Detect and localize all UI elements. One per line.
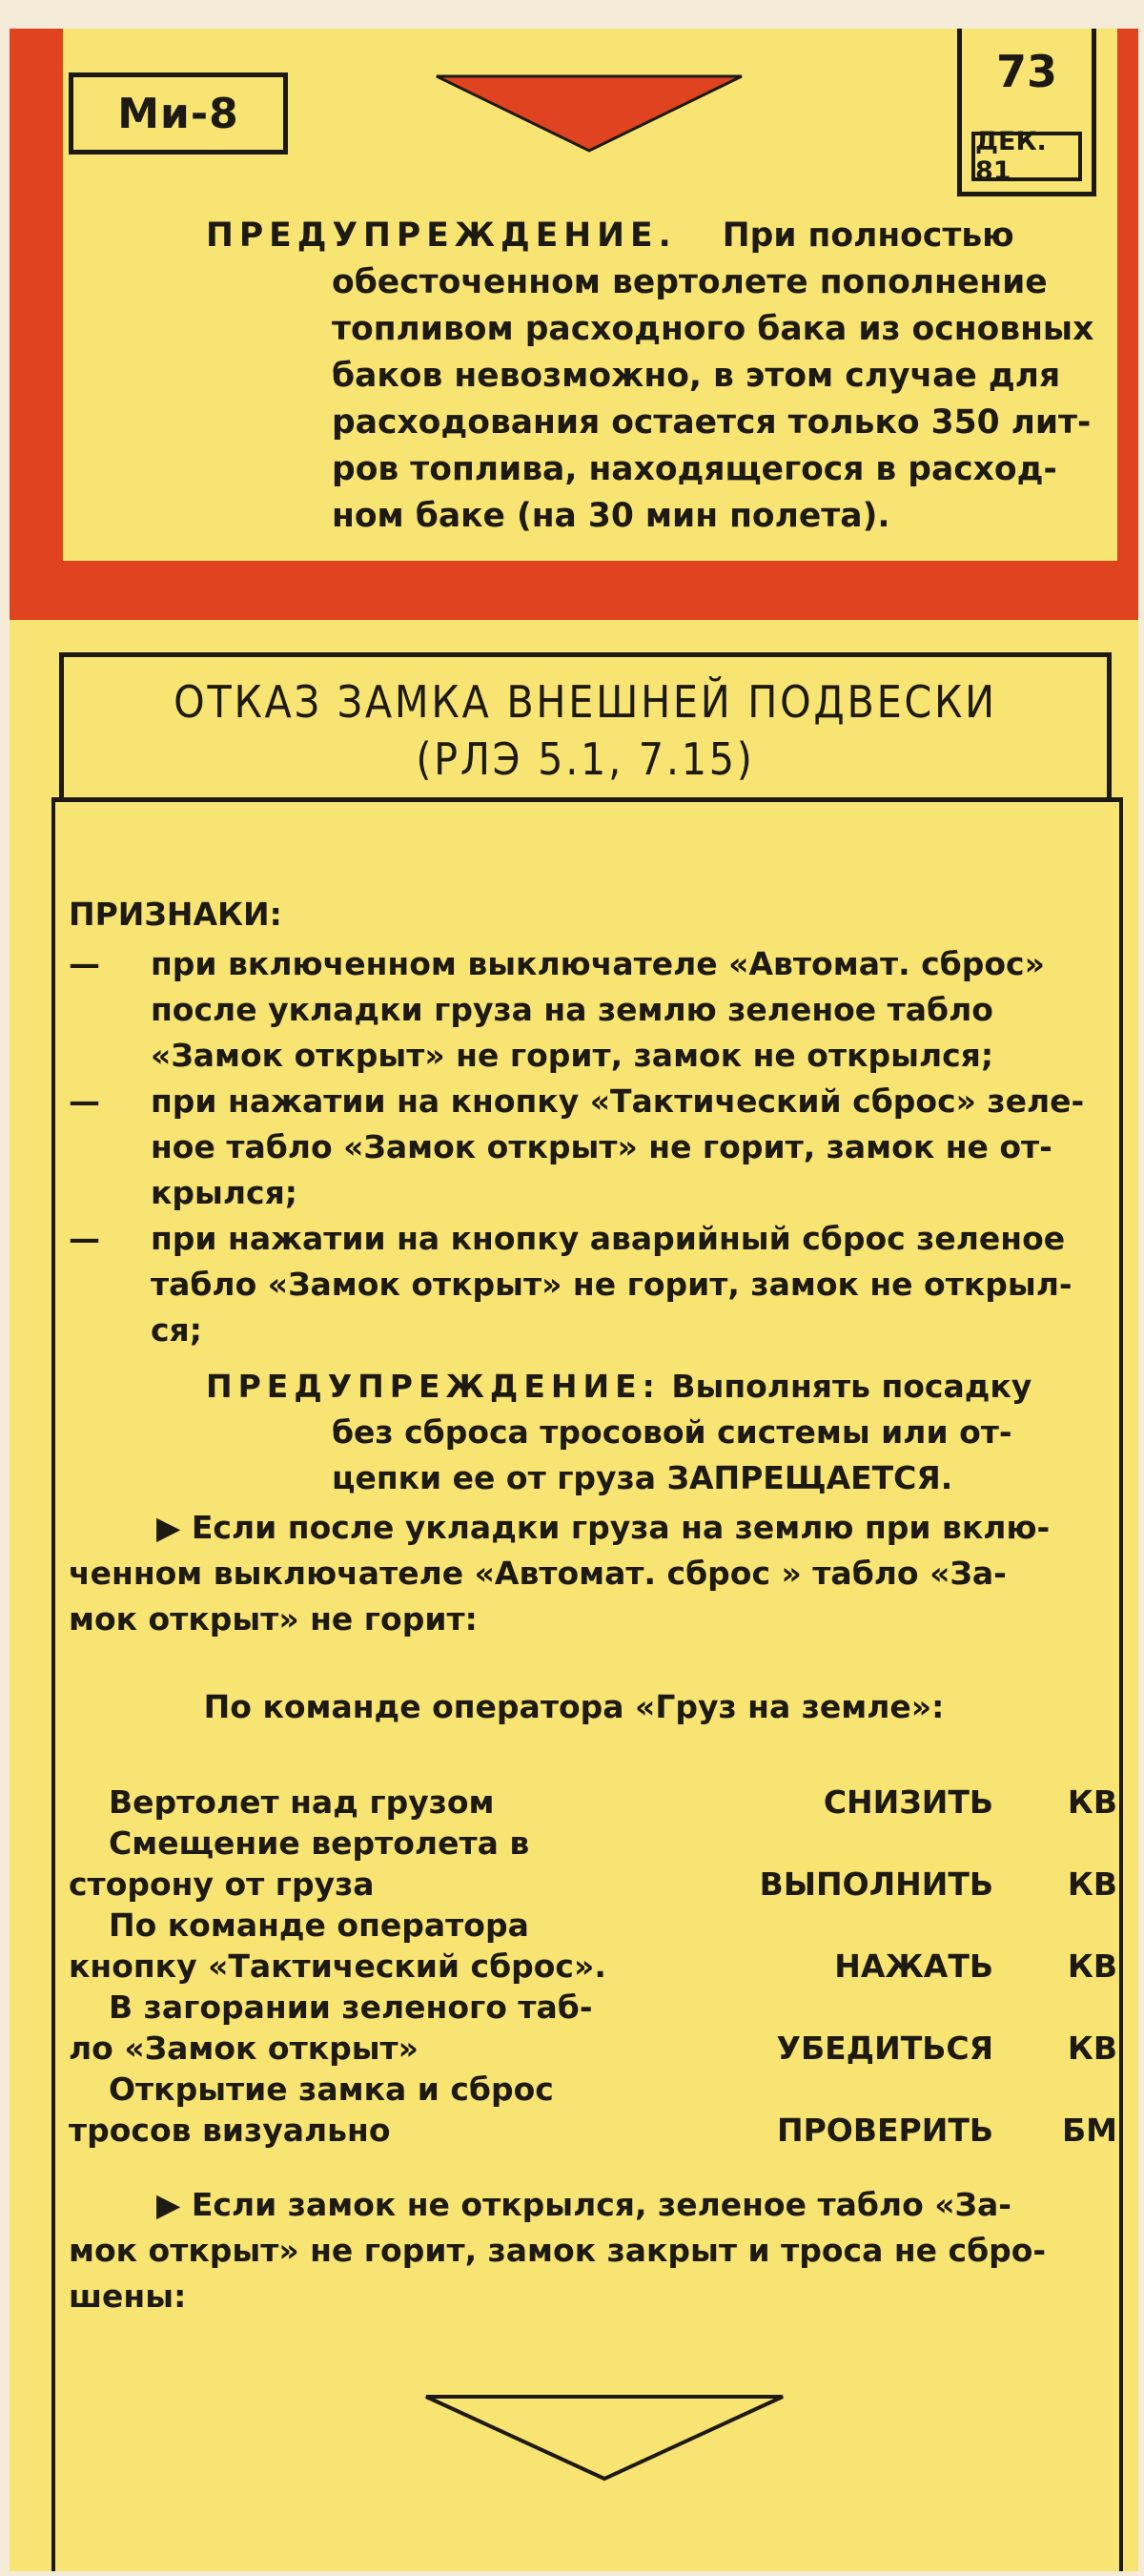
sign-line: после укладки груза на землю зеленое табло <box>151 991 993 1028</box>
play-marker-icon: ▶ <box>156 1509 181 1546</box>
step-row <box>69 1782 1117 1823</box>
sign-line: табло «Замок открыт» не горит, замок не открыл- <box>151 1266 1072 1303</box>
step-performer: КВ <box>1067 1783 1117 1821</box>
sign-line: крылся; <box>151 1174 297 1211</box>
sign-line: при нажатии на кнопку «Тактический сброс» зеле- <box>151 1082 1085 1120</box>
section-title-box <box>59 652 1112 799</box>
condition-line: Если после укладки груза на землю при вклю- <box>191 1509 1051 1546</box>
step-description: В загорании зеленого таб- <box>109 1989 593 2026</box>
step-action: ВЫПОЛНИТЬ <box>759 1865 993 1903</box>
dash: — <box>69 945 100 982</box>
play-marker-icon: ▶ <box>156 2186 181 2223</box>
section-reference: (РЛЭ 5.1, 7.15) <box>416 733 755 785</box>
condition-line: ченном выключателе «Автомат. сброс » табло «За- <box>69 1555 1007 1592</box>
step-action: НАЖАТЬ <box>834 1947 993 1985</box>
page-number-box <box>957 29 1096 196</box>
step-description: сторону от груза <box>69 1865 375 1903</box>
step-description: кнопку «Тактический сброс». <box>69 1947 606 1985</box>
sign-line: ное табло «Замок открыт» не горит, замок не от- <box>151 1128 1052 1165</box>
warning-label: ПРЕДУПРЕЖДЕНИЕ: <box>206 1368 661 1405</box>
sign-item <box>69 1216 1112 1353</box>
condition-line: мок открыт» не горит: <box>69 1600 478 1638</box>
step-performer: КВ <box>1067 2030 1117 2067</box>
sign-line: «Замок открыт» не горит, замок не открылся; <box>151 1037 994 1074</box>
aircraft-model: Ми-8 <box>117 89 239 138</box>
step-description: По команде оператора <box>109 1906 529 1944</box>
sign-line: ся; <box>151 1311 202 1349</box>
warning-label: ПРЕДУПРЕЖДЕНИЕ. <box>206 216 677 255</box>
step-description: Открытие замка и сброс <box>109 2071 554 2108</box>
warning-line: топливом расходного бака из основных <box>332 310 1094 348</box>
step-row <box>69 2069 1117 2151</box>
sign-line: при включенном выключателе «Автомат. сброс» <box>151 945 1045 982</box>
sign-item <box>69 1079 1112 1216</box>
step-row <box>69 1987 1117 2069</box>
condition-line: Если замок не открылся, зеленое табло «За- <box>191 2186 1011 2223</box>
step-performer: КВ <box>1067 1865 1117 1903</box>
checklist-card <box>10 29 1138 2571</box>
warning-line: баков невозможно, в этом случае для <box>332 357 1061 395</box>
warning-line: без сброса тросовой системы или от- <box>332 1413 1012 1451</box>
warning-mid <box>206 1364 1098 1501</box>
page-number: 73 <box>995 46 1057 97</box>
revision-date: ДЕК. 81 <box>971 132 1082 181</box>
steps-table <box>69 1782 1117 2151</box>
warning-line: При полностью <box>722 216 1014 255</box>
step-row <box>69 1905 1117 1987</box>
step-description: Вертолет над грузом <box>109 1783 495 1821</box>
down-triangle-icon <box>435 74 744 153</box>
warning-line: обесточенном вертолете пополнение <box>332 263 1048 301</box>
sign-item <box>69 941 1112 1079</box>
left-border <box>51 797 55 2571</box>
step-description: тросов визуально <box>69 2112 391 2149</box>
dash: — <box>69 1082 100 1120</box>
signs-section <box>69 892 1112 1353</box>
sign-line: при нажатии на кнопку аварийный сброс зеленое <box>151 1220 1066 1257</box>
down-triangle-outline-icon <box>423 2394 786 2482</box>
operator-command: По команде оператора «Груз на земле»: <box>203 1688 945 1725</box>
step-action: СНИЗИТЬ <box>823 1783 993 1821</box>
step-action: ПРОВЕРИТЬ <box>776 2112 993 2149</box>
condition-line: мок открыт» не горит, замок закрыт и троса не сбро- <box>69 2232 1047 2269</box>
warning-line: цепки ее от груза ЗАПРЕЩАЕТСЯ. <box>332 1459 953 1496</box>
condition-line: шены: <box>69 2277 187 2315</box>
signs-heading: ПРИЗНАКИ: <box>69 896 282 933</box>
step-action: УБЕДИТЬСЯ <box>776 2030 993 2067</box>
condition-paragraph <box>69 1505 1098 1642</box>
warning-line: ном баке (на 30 мин полета). <box>332 497 890 535</box>
warning-top <box>206 213 1098 540</box>
dash: — <box>69 1220 100 1257</box>
section-title: ОТКАЗ ЗАМКА ВНЕШНЕЙ ПОДВЕСКИ <box>174 676 997 728</box>
aircraft-model-box <box>69 72 288 155</box>
step-description: Смещение вертолета в <box>109 1824 530 1862</box>
step-row <box>69 1823 1117 1905</box>
step-performer: КВ <box>1067 1947 1117 1985</box>
warning-line: ров топлива, находящегося в расход- <box>332 450 1057 488</box>
title-divider <box>51 797 1123 802</box>
step-description: ло «Замок открыт» <box>69 2030 419 2067</box>
warning-line: расходования остается только 350 лит- <box>332 403 1092 442</box>
step-performer: БМ <box>1062 2112 1117 2149</box>
right-border <box>1119 797 1123 2571</box>
condition-paragraph <box>69 2182 1098 2319</box>
warning-line: Выполнять посадку <box>671 1368 1032 1405</box>
